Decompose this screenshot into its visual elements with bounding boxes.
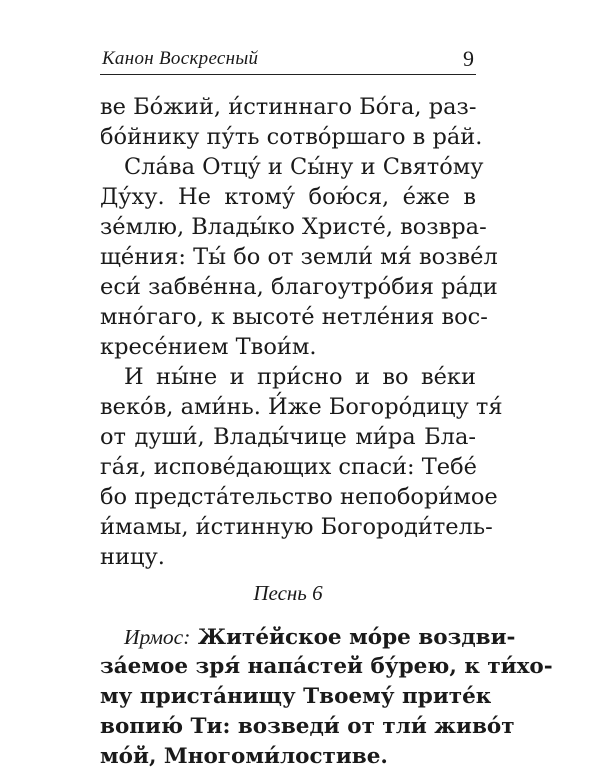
page-number: 9 [463, 46, 474, 71]
paragraph-theotokion [100, 362, 503, 572]
text-line: бо́йнику пу́ть сотво́ршаго в ра́й. [100, 124, 483, 150]
text-line: Ду́ху. Не ктому́ бою́ся, е́же в [100, 184, 476, 210]
text-line: мо́й, Многоми́лостиве. [100, 744, 388, 769]
irmos-label: Ирмос: [124, 625, 191, 649]
text-line: от души́, Влады́чице ми́ра Бла- [100, 424, 476, 450]
text-line: Сла́ва Отцу́ и Сы́ну и Свято́му [124, 154, 484, 180]
text-line: за́емое зря́ напа́стей бу́рею, к ти́хо- [100, 654, 553, 679]
song-heading: Песнь 6 [253, 581, 323, 605]
text-line: га́я, испове́дающих спаси́: Тебе́ [100, 454, 477, 480]
text-line: ве Бо́жий, и́стиннаго Бо́га, раз- [100, 94, 477, 120]
text-line: зе́млю, Влады́ко Христе́, возвра- [100, 214, 487, 240]
page-body [100, 92, 553, 772]
text-line: и́мамы, и́стинную Богороди́тель- [100, 514, 493, 540]
text-line: кресе́нием Твои́м. [100, 334, 317, 360]
paragraph-gloria [100, 152, 498, 362]
text-line: еси́ забве́нна, благоутро́бия ра́ди [100, 274, 498, 300]
text-line: ницу. [100, 544, 165, 570]
text-line: бо предста́тельство непобори́мое [100, 484, 498, 510]
text-line: му приста́нищу Твоему́ прите́к [100, 684, 492, 709]
running-head-title: Канон Воскресный [102, 48, 259, 69]
paragraph-1 [100, 92, 483, 152]
text-line: мно́гаго, к высоте́ нетле́ния вос- [100, 304, 488, 330]
irmos-first-line [100, 622, 516, 652]
text-line: веко́в, ами́нь. И́же Богоро́дицу тя́ [100, 394, 503, 420]
text-line: вопию́ Ти: возведи́ от тли́ живо́т [100, 714, 515, 739]
irmos-text: Жите́йское мо́ре воздви- [190, 625, 516, 650]
running-head [100, 44, 476, 75]
text-line: ще́ния: Ты́ бо от земли́ мя́ возве́л [100, 244, 498, 270]
text-line: И ны́не и при́сно и во ве́ки [124, 364, 476, 390]
